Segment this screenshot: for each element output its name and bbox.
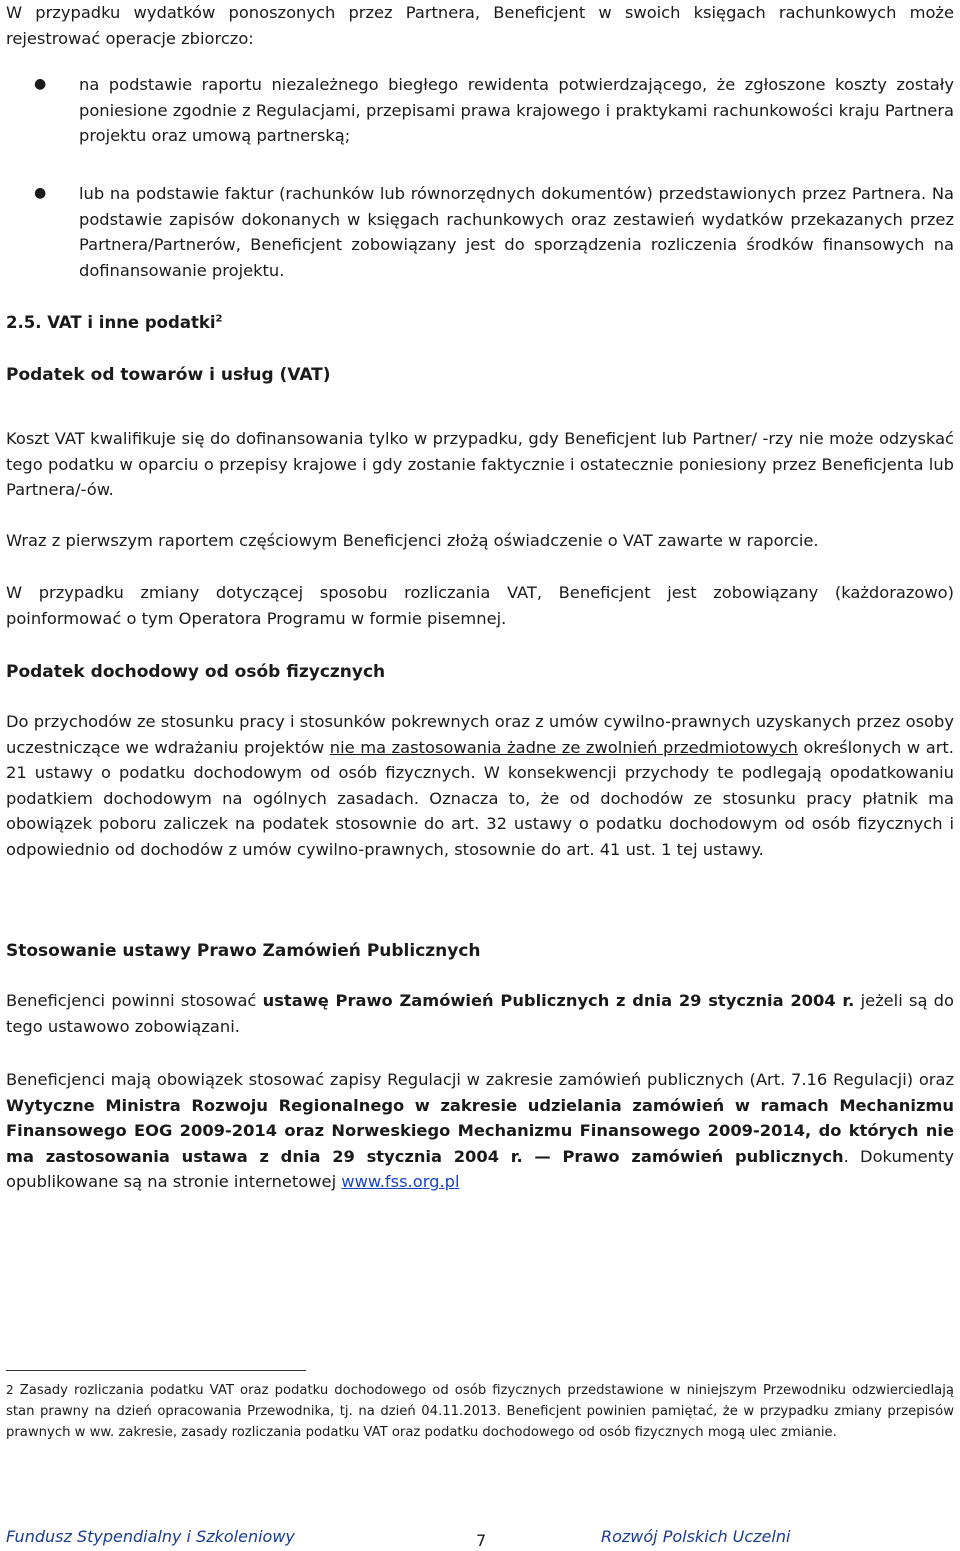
website-link[interactable]: www.fss.org.pl	[341, 1172, 460, 1192]
footnote-divider	[6, 1370, 306, 1371]
vat-paragraph-2: Wraz z pierwszym raportem częściowym Beneficjenci złożą oświadczenie o VAT zawarte w raporcie.	[6, 531, 819, 550]
section-number: 2.5.	[6, 313, 42, 332]
bold-phrase: Wytyczne Ministra Rozwoju Regionalnego w zakresie udzielania zamówień w ramach Mechanizmu Finansowego EOG 2009-2014 oraz Norweskiego Mechanizmu Finansowego 2009-2014, do których nie ma zastosowania ustawa z dnia 29 stycznia 2004 r. — Prawo zamówień publicznych	[6, 1095, 954, 1166]
page-number: 7	[476, 1531, 487, 1550]
bullet-text: lub na podstawie faktur (rachunków lub równorzędnych dokumentów) przedstawionych przez Partnera. Na podstawie zapisów dokonanych w księgach rachunkowych oraz zestawień wydatków przekazanych przez Partnera/Partnerów, Beneficjent zobowiązany jest do sporządzenia rozliczenia środków finansowych na dofinansowanie projektu.	[79, 184, 954, 280]
section-heading	[6, 310, 954, 336]
footnote-ref[interactable]: 2	[215, 313, 223, 325]
footer-left: Fundusz Stypendialny i Szkoleniowy	[6, 1527, 295, 1546]
bullet-text: na podstawie raportu niezależnego biegłego rewidenta potwierdzającego, że zgłoszone koszty zostały poniesione zgodnie z Regulacjami, przepisami prawa krajowego i praktykami rachunkowości kraju Partnera projektu oraz umową partnerską;	[79, 75, 954, 146]
pzp-paragraph-2: Beneficjenci mają obowiązek stosować zapisy Regulacji w zakresie zamówień publicznych (Art. 7.16 Regulacji) oraz Wytyczne Ministra Rozwoju Regionalnego w zakresie udzielania zamówień w ramach Mechanizmu Finansowego EOG 2009-2014 oraz Norweskiego Mechanizmu Finansowego 2009-2014, do których nie ma zastosowania ustawa z dnia 29 stycznia 2004 r. — Prawo zamówień publicznych. Dokumenty opublikowane są na stronie internetowej www.fss.org.pl	[6, 1070, 955, 1192]
intro-paragraph	[6, 0, 954, 51]
vat-heading: Podatek od towarów i usług (VAT)	[6, 365, 331, 385]
pzp-paragraph-1: Beneficjenci powinni stosować ustawę Prawo Zamówień Publicznych z dnia 29 stycznia 2004 r. jeżeli są do tego ustawowo zobowiązani.	[6, 991, 954, 1036]
footer-right: Rozwój Polskich Uczelni	[601, 1527, 791, 1546]
footnote-number: 2	[6, 1383, 14, 1397]
bullet-item	[6, 181, 954, 283]
bullet-item	[6, 72, 954, 149]
bullet-icon: ●	[34, 185, 47, 201]
intro-text: W przypadku wydatków ponoszonych przez Partnera, Beneficjent w swoich księgach rachunkowych może rejestrować operacje zbiorczo:	[6, 3, 954, 48]
pzp-heading: Stosowanie ustawy Prawo Zamówień Publicznych	[6, 941, 481, 961]
pit-paragraph: Do przychodów ze stosunku pracy i stosunków pokrewnych oraz z umów cywilno-prawnych uzyskanych przez osoby uczestniczące we wdrażaniu projektów nie ma zastosowania żadne ze zwolnień przedmiotowych określonych w art. 21 ustawy o podatku dochodowym od osób fizycznych. W konsekwencji przychody te podlegają opodatkowaniu podatkiem dochodowym na ogólnych zasadach. Oznacza to, że od dochodów ze stosunku pracy płatnik ma obowiązek poboru zaliczek na podatek stosownie do art. 32 ustawy o podatku dochodowym od osób fizycznych i odpowiednio od dochodów z umów cywilno-prawnych, stosownie do art. 41 ust. 1 tej ustawy.	[6, 712, 954, 859]
footnote	[6, 1380, 954, 1443]
section-title: VAT i inne podatki	[47, 313, 216, 332]
bullet-icon: ●	[34, 76, 47, 92]
vat-paragraph-1: Koszt VAT kwalifikuje się do dofinansowania tylko w przypadku, gdy Beneficjent lub Partner/ -rzy nie może odzyskać tego podatku w oparciu o przepisy krajowe i gdy zostanie faktycznie i ostatecznie poniesiony przez Beneficjenta lub Partnera/-ów.	[6, 429, 954, 500]
underlined-phrase: nie ma zastosowania żadne ze zwolnień przedmiotowych	[329, 737, 798, 757]
bold-phrase: ustawę Prawo Zamówień Publicznych z dnia 29 stycznia 2004 r.	[262, 991, 855, 1010]
vat-paragraph-3: W przypadku zmiany dotyczącej sposobu rozliczania VAT, Beneficjent jest zobowiązany (każdorazowo) poinformować o tym Operatora Programu w formie pisemnej.	[6, 583, 954, 628]
footnote-text: Zasady rozliczania podatku VAT oraz podatku dochodowego od osób fizycznych przedstawione w niniejszym Przewodniku odzwierciedlają stan prawny na dzień opracowania Przewodnika, tj. na dzień 04.11.2013. Beneficjent powinien pamiętać, że w przypadku zmiany przepisów prawnych w ww. zakresie, zasady rozliczania podatku VAT oraz podatku dochodowego od osób fizycznych mogą ulec zmianie.	[6, 1383, 954, 1440]
pit-heading: Podatek dochodowy od osób fizycznych	[6, 662, 386, 682]
